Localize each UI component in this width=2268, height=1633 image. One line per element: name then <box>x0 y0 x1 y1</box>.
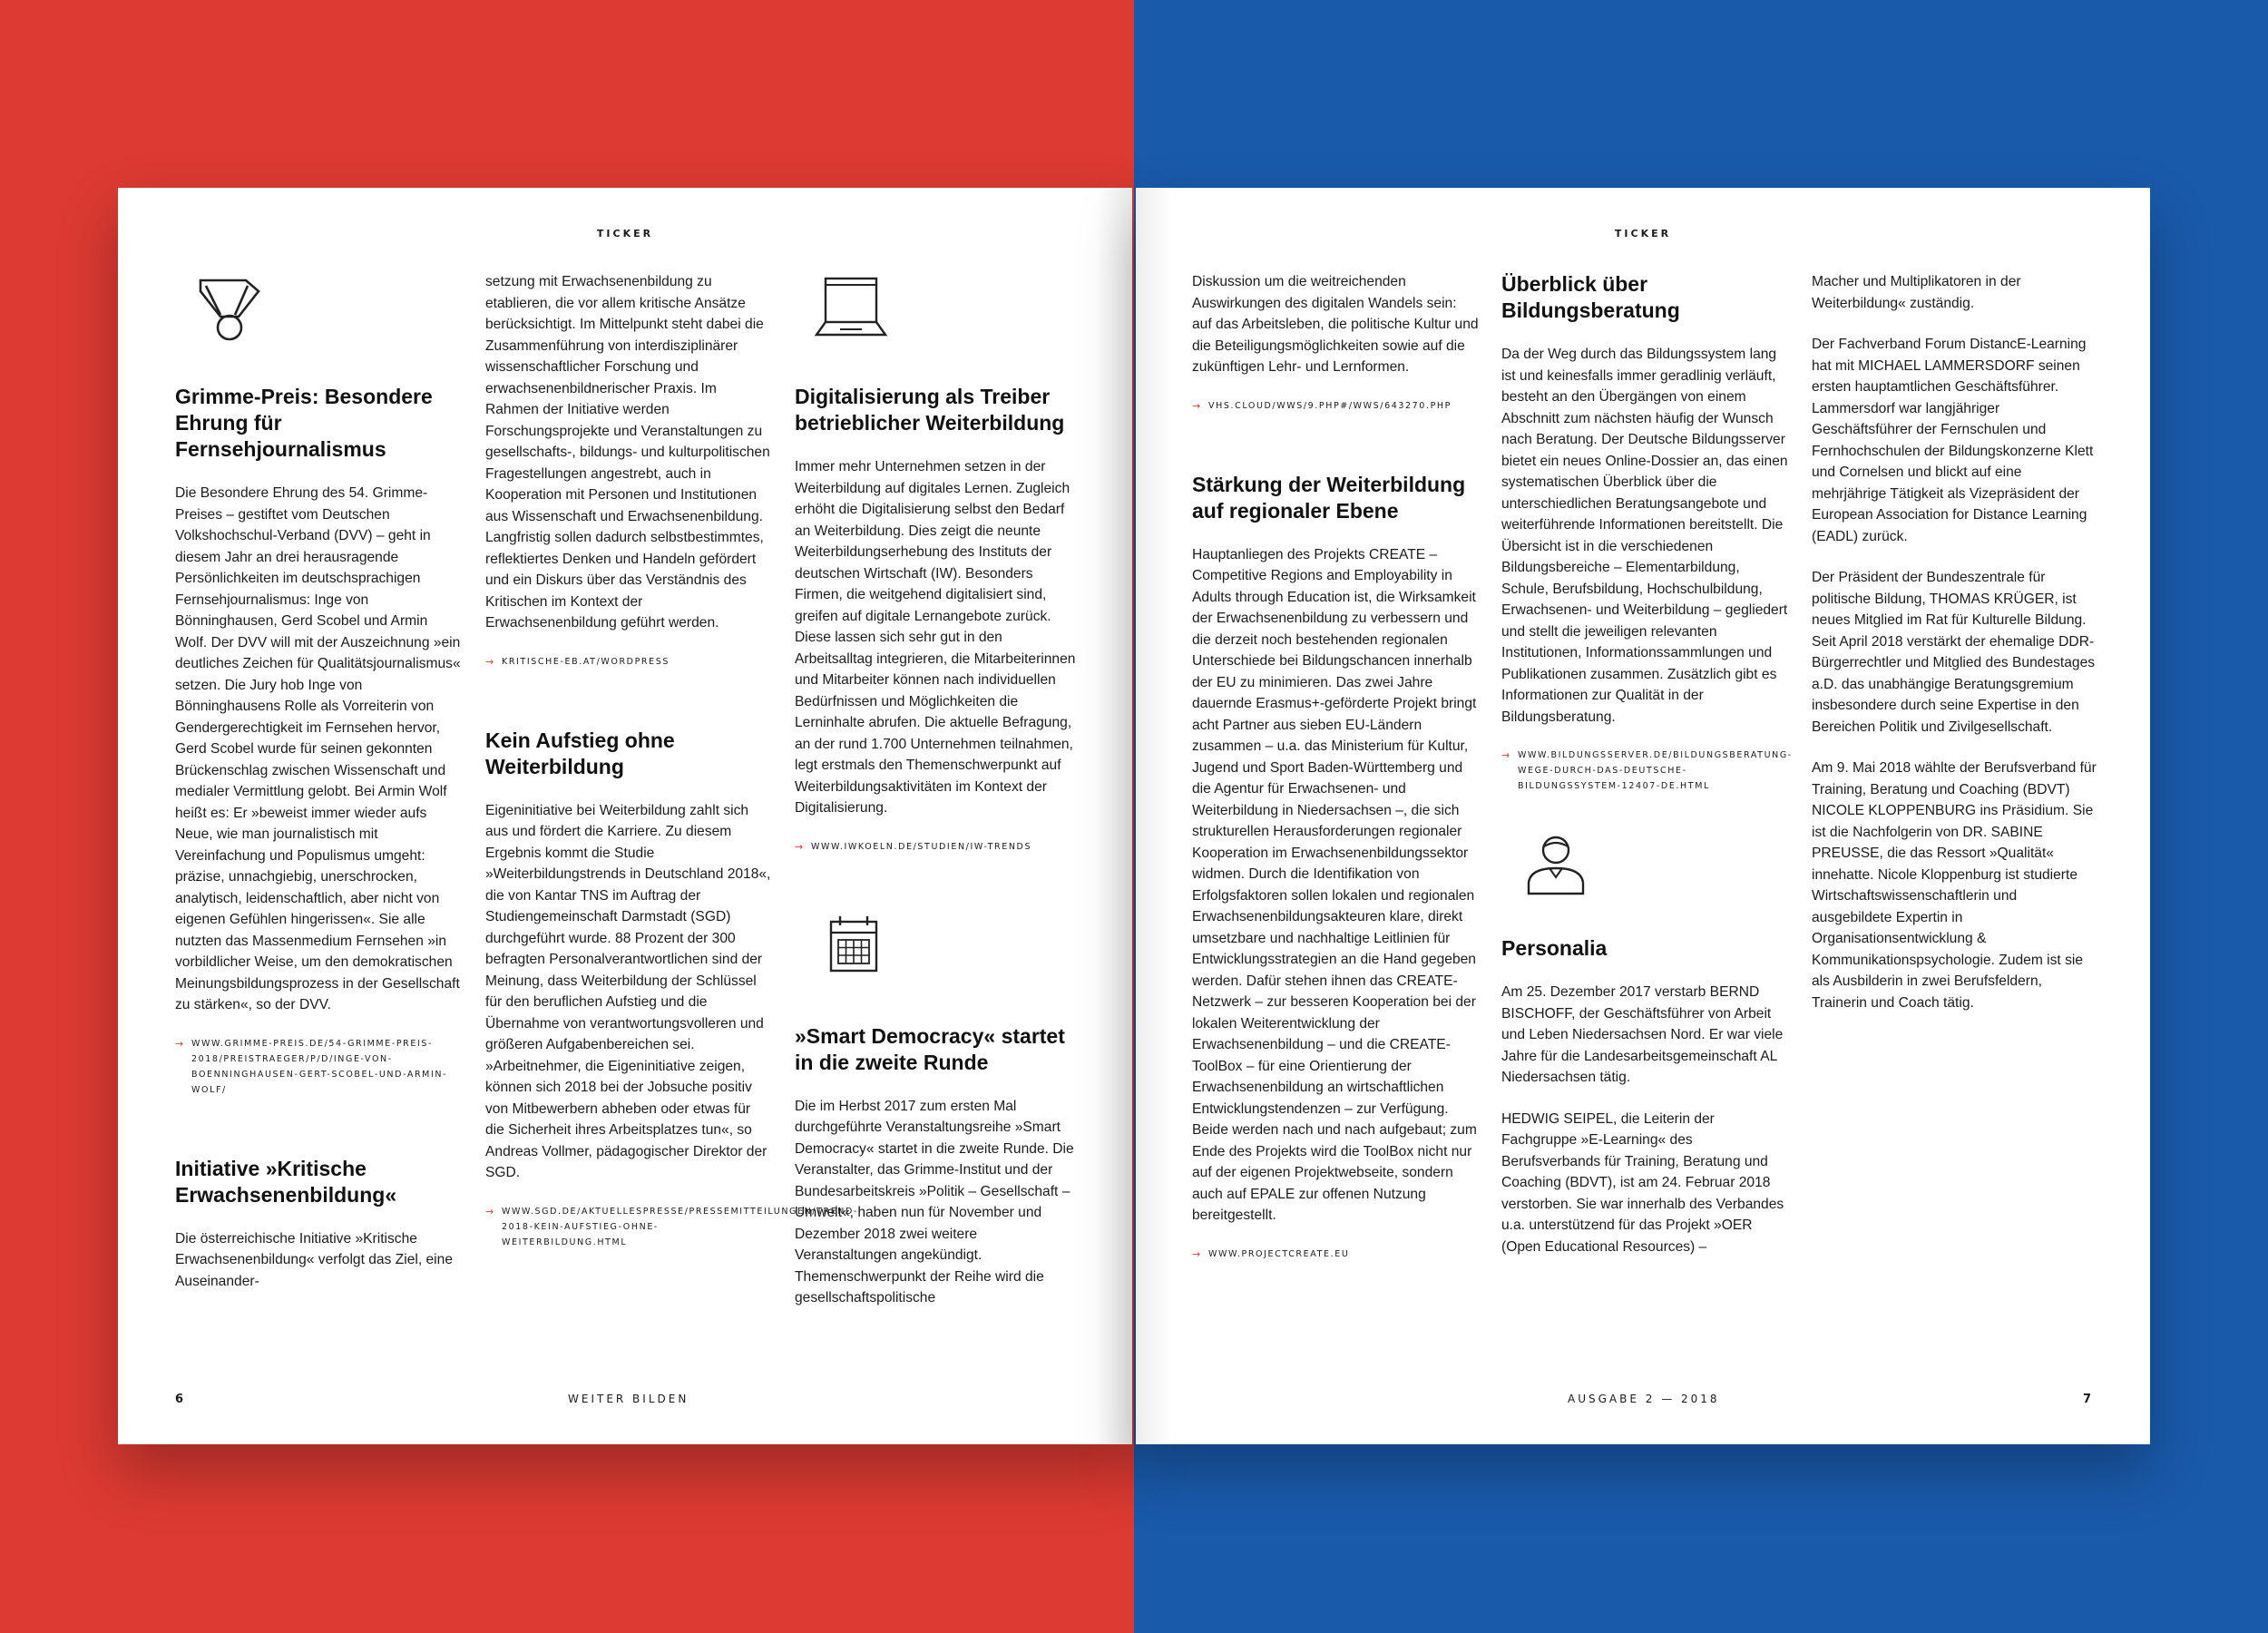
personalia-body-1: Am 25. Dezember 2017 verstarb BERND BISCHOFF, der Geschäftsführer von Arbeit und Leben Niedersachsen Nord. Er war viele Jahre für die Landesarbeitsgemeinschaft AL Niedersachsen tätig. <box>1501 984 1784 1085</box>
laptop-icon <box>813 273 889 342</box>
personalia-body-6: Am 9. Mai 2018 wählte der Berufsverband für Training, Beratung und Coaching (BDVT) NICOLE KLOPPENBURG ins Präsidium. Sie ist die Nachfolgerin von DR. SABINE PREUSSE, die das Ressort »Qualität« innehatte. Nicole Kloppenburg ist studierte Wirtschaftswissenschaftlerin und ausgebildete Expertin in Organisationsentwicklung & Kommunikationspsychologie. Zudem ist sie als Ausbilderin in zwei Berufsfeldern, Trainerin und Coach tätig. <box>1812 760 2097 1011</box>
beratung-link[interactable] <box>1501 748 1793 794</box>
digital-heading: Digitalisierung als Treiber betrieblicher Weiterbildung <box>795 385 1065 435</box>
aufstieg-heading: Kein Aufstieg ohne Weiterbildung <box>485 728 675 778</box>
personalia-body-2: HEDWIG SEIPEL, die Leiterin der Fachgruppe »E-Learning« des Berufsverbands für Training, Beratung und Coaching (BDVT), ist am 24. Februar 2018 verstorben. Sie war innerhalb des Verbandes u.a. unterstützend für das Projekt »OER (Open Educational Resources) – <box>1501 1110 1784 1255</box>
digital-body: Immer mehr Unternehmen setzen in der Weiterbildung auf digitales Lernen. Zugleich erhöht die Digitalisierung selbst den Bedarf an Weiterbildung. Dies zeigt die neunte Weiterbildungserhebung des Instituts der deutschen Wirtschaft (IW). Besonders Firmen, die weitgehend digitalisiert sind, greifen auf digitale Lernangebote zurück. Diese lassen sich sehr gut in den Arbeitsalltag integrieren, die Mitarbeiterinnen und Mitarbeiter können nach individuellen Bedürfnissen und Möglichkeiten die Lerninhalte abrufen. Die aktuelle Befragung, an der rund 1.700 Unternehmen teilnahmen, legt erstmals den Themenschwerpunkt auf Weiterbildungsaktivitäten im Kontext der Digitalisierung. <box>795 459 1076 816</box>
kritische-body-start: Die österreichische Initiative »Kritische Erwachsenenbildung« verfolgt das Ziel, eine Auseinander- <box>175 1230 453 1289</box>
left-column-2 <box>485 271 858 1308</box>
personalia-body-3: Macher und Multiplikatoren in der Weiterbildung« zuständig. <box>1812 274 2021 311</box>
arrow-icon: → <box>175 1037 185 1050</box>
digital-link[interactable] <box>795 839 1081 855</box>
calendar-icon <box>813 913 889 982</box>
kritische-body-cont: setzung mit Erwachsenenbildung zu etablieren, die vor allem kritische Ansätze berücksichtigt. Im Mittelpunkt steht dabei die Zusammenführung von interdisziplinärer wissenschaftlicher Forschung und erwachsenenbildnerischer Praxis. Im Rahmen der Initiative werden Forschungsprojekte und Veranstaltungen zu gesellschafts-, bildungs- und kulturpolitischen Fragestellungen angestrebt, auch in Kooperation mit Personen und Institutionen aus Wissenschaft und Erwachsenenbildung. Langfristig sollen dadurch selbstbestimmtes, reflektiertes Denken und Handeln gefördert und ein Diskurs über das Verständnis des Kritischen im Kontext der Erwachsenenbildung geführt werden. <box>485 274 770 631</box>
left-column-1 <box>175 269 462 1312</box>
smart-body-start: Die im Herbst 2017 zum ersten Mal durchgeführte Veranstaltungsreihe »Smart Democracy« startet in die zweite Runde. Die Veranstalter, das Grimme-Institut und der Bundesarbeitskreis »Politik – Gesellschaft – Umwelt«, haben nun für November und Dezember 2018 zwei weitere Veranstaltungen angekündigt. Themenschwerpunkt der Reihe wird die gesellschaftspolitische <box>795 1098 1074 1305</box>
footer-right: AUSGABE 2 — 2018 <box>1568 1393 1720 1405</box>
smart-link[interactable] <box>1192 398 1479 414</box>
page-right <box>1136 188 2150 1444</box>
right-column-2 <box>1501 271 1793 1277</box>
smart-body-cont: Diskussion um die weitreichenden Auswirkungen des digitalen Wandels sein: auf das Arbeitsleben, die politische Kultur und die Beteiligungsmöglichkeiten sowie auf die zukünftigen Lehr- und Lernformen. <box>1192 274 1479 375</box>
right-column-3 <box>1812 271 2098 1033</box>
regional-body: Hauptanliegen des Projekts CREATE – Competitive Regions and Employability in Adults through Education ist, die Wirksamkeit der Erwachsenenbildung zu verbessern und die derzeit noch bestehenden regionalen Unterschiede bei Bildungschancen innerhalb der EU zu minimieren. Das zwei Jahre dauernde Erasmus+-geförderte Projekt bringt acht Partner aus sieben EU-Ländern zusammen – u.a. das Ministerium für Kultur, Jugend und Sport Baden-Württemberg und die Agentur für Erwachsenen- und Weiterbildung in Niedersachsen –, die sich strukturellen Herausforderungen regionaler Kooperation im Erwachsenenbildungssektor widmen. Durch die Identifikation von Erfolgsfaktoren sollen lokalen und regionalen Erwachsenenbildungsakteuren klare, direkt umsetzbare und nachhaltige Leitlinien für Entwicklungsstrategien an die Hand gegeben werden. Dafür stehen ihnen das CREATE-Netzwerk – zur besseren Kooperation bei der lokalen Weiterentwicklung der Erwachsenenbildung – und die CREATE-ToolBox – für eine Orientierung der Erwachsenenbildung an wirtschaftlichen Entwicklungstendenzen – zur Verfügung. Beide werden nach und nach aufgebaut; zum Ende des Projekts wird die ToolBox nicht nur auf der eigenen Projektwebseite, sondern auch auf EPALE zur offenen Nutzung bereitgestellt. <box>1192 546 1477 1223</box>
running-head-left: TICKER <box>596 228 654 240</box>
grimme-link[interactable] <box>175 1036 462 1098</box>
beratung-heading: Überblick über Bildungsberatung <box>1501 272 1680 322</box>
page-left <box>118 188 1132 1444</box>
kritische-heading: Initiative »Kritische Erwachsenenbildung« <box>175 1156 397 1207</box>
aufstieg-link[interactable] <box>485 1204 858 1250</box>
kritische-link[interactable] <box>485 654 772 670</box>
personalia-heading: Personalia <box>1501 936 1608 960</box>
gutter-shadow <box>1136 188 1172 1444</box>
smart-link-text[interactable]: VHS.CLOUD/WWS/9.PHP#/WWS/643270.PHP <box>1208 400 1452 411</box>
left-column-3 <box>795 269 1081 1329</box>
gutter-shadow <box>1096 188 1132 1444</box>
grimme-link-text[interactable]: WWW.GRIMME-PREIS.DE/54-GRIMME-PREIS-2018/PREISTRAEGER/P/D/INGE-VON-BOENNINGHAUSEN-GERT-SCOBEL-UND-ARMIN-WOLF/ <box>191 1038 448 1095</box>
arrow-icon: → <box>485 655 495 668</box>
arrow-icon: → <box>1192 399 1202 412</box>
digital-link-text[interactable]: WWW.IWKOELN.DE/STUDIEN/IW-TRENDS <box>811 841 1032 852</box>
arrow-icon: → <box>485 1205 495 1217</box>
arrow-icon: → <box>1501 749 1511 761</box>
smart-heading: »Smart Democracy« startet in die zweite Runde <box>795 1023 1065 1074</box>
arrow-icon: → <box>795 840 805 853</box>
footer-left: WEITER BILDEN <box>568 1393 689 1405</box>
page-number-left: 6 <box>175 1393 184 1406</box>
running-head-right: TICKER <box>1614 228 1672 240</box>
personalia-body-5: Der Präsident der Bundeszentrale für politische Bildung, THOMAS KRÜGER, ist neues Mitglied im Rat für Kulturelle Bildung. Seit April 2018 verstärkt der ehemalige DDR-Bürgerrechtler und Mitglied des Bundestages a.D. das unabhängige Beratungsgremium insbesondere durch seine Expertise in den Bereichen Politik und Zivilgesellschaft. <box>1812 570 2096 735</box>
grimme-body: Die Besondere Ehrung des 54. Grimme-Preises – gestiftet vom Deutschen Volkshochschul-Verband (DVV) – geht in diesem Jahr an drei herausragende Persönlichkeiten im deutschsprachigen Fernsehjournalismus: Inge von Bönninghausen, Gerd Scobel und Armin Wolf. Der DVV will mit der Auszeichnung »ein deutliches Zeichen für Qualitätsjournalismus« setzen. Die Jury hob Inge von Bönninghausens Rolle als Vorreiterin von Gendergerechtigkeit im Fernsehen hervor, Gerd Scobel wurde für seinen gekonnten Brückenschlag zwischen Wissenschaft und medialer Vermittlung gelobt. Bei Armin Wolf heißt es: Er »beweist immer wieder aufs Neue, wie man journalistisch mit Vereinfachung und Populismus umgeht: präzise, unnachgiebig, unerschrocken, analytisch, leidenschaftlich, aber nicht von eigenen Gefühlen hingerissen«. Sie alle nutzten das Massenmedium Fernsehen »in vorbildlicher Weise, um den demokratischen Meinungsbildungsprozess in der Gesellschaft zu stärken«, so der DVV. <box>175 485 461 1012</box>
page-number-right: 7 <box>2083 1393 2092 1406</box>
beratung-link-text[interactable]: WWW.BILDUNGSSERVER.DE/BILDUNGSBERATUNG-WEGE-DURCH-DAS-DEUTSCHE-BILDUNGSSYSTEM-12407-DE.HTML <box>1518 750 1793 791</box>
person-icon <box>1520 830 1596 899</box>
aufstieg-body: Eigeninitiative bei Weiterbildung zahlt sich aus und fördert die Karriere. Zu diesem Ergebnis kommt die Studie »Weiterbildungstrends in Deutschland 2018«, die von Kantar TNS im Auftrag der Studiengemeinschaft Darmstadt (SGD) durchgeführt wurde. 88 Prozent der 300 befragten Personalverantwortlichen sind der Meinung, dass Weiterbildung der Schlüssel für den beruflichen Aufstieg und die Übernahme von verantwortungsvolleren und größeren Aufgabenbereichen sei. »Arbeitnehmer, die Eigeninitiative zeigen, können sich 2018 bei der Jobsuche positiv von Mitbewerbern abheben oder etwas für die Sicherheit ihres Arbeitsplatzes tun«, so Andreas Vollmer, pädagogischer Direktor der SGD. <box>485 802 771 1180</box>
beratung-body: Da der Weg durch das Bildungssystem lang ist und keinesfalls immer geradlinig verläuft, besteht an den Übergängen von einem Abschnitt zum nächsten häufig der Wunsch nach Beratung. Der Deutsche Bildungsserver bietet ein neues Online-Dossier an, das einen systematischen Überblick über die unterschiedlichen Beratungsangebote und weiterführende Informationen bereitstellt. Die Übersicht ist in die verschiedenen Bildungsbereiche – Elementarbildung, Schule, Berufsbildung, Hochschulbildung, Erwachsenen- und Weiterbildung – gegliedert und stellt die jeweiligen relevanten Institutionen, Informationssammlungen und Publikationen zusammen. Zusätzlich gibt es Informationen zur Qualität in der Bildungsberatung. <box>1501 347 1788 725</box>
aufstieg-link-text[interactable]: WWW.SGD.DE/AKTUELLESPRESSE/PRESSEMITTEILUNGEN/TREND-2018-KEIN-AUFSTIEG-OHNE-WEITERBILDUNG.HTML <box>502 1206 858 1247</box>
regional-link[interactable] <box>1192 1247 1479 1262</box>
grimme-heading: Grimme-Preis: Besondere Ehrung für Fernsehjournalismus <box>175 385 433 461</box>
kritische-link-text[interactable]: KRITISCHE-EB.AT/WORDPRESS <box>502 656 670 667</box>
regional-heading: Stärkung der Weiterbildung auf regionaler Ebene <box>1192 472 1466 523</box>
personalia-body-4: Der Fachverband Forum DistancE-Learning hat mit MICHAEL LAMMERSDORF seinen ersten hauptamtlichen Geschäftsführer. Lammersdorf war langjähriger Geschäftsführer der Fernschulen und Fernhochschulen der Bildungskonzerne Klett und Cornelsen und blickt auf eine mehrjährige Tätigkeit als Vizepräsident der European Association for Distance Learning (EADL) zurück. <box>1812 337 2094 544</box>
right-column-1 <box>1192 271 1479 1320</box>
medal-icon <box>193 273 269 342</box>
arrow-icon: → <box>1192 1247 1202 1260</box>
regional-link-text[interactable]: WWW.PROJECTCREATE.EU <box>1208 1248 1350 1259</box>
